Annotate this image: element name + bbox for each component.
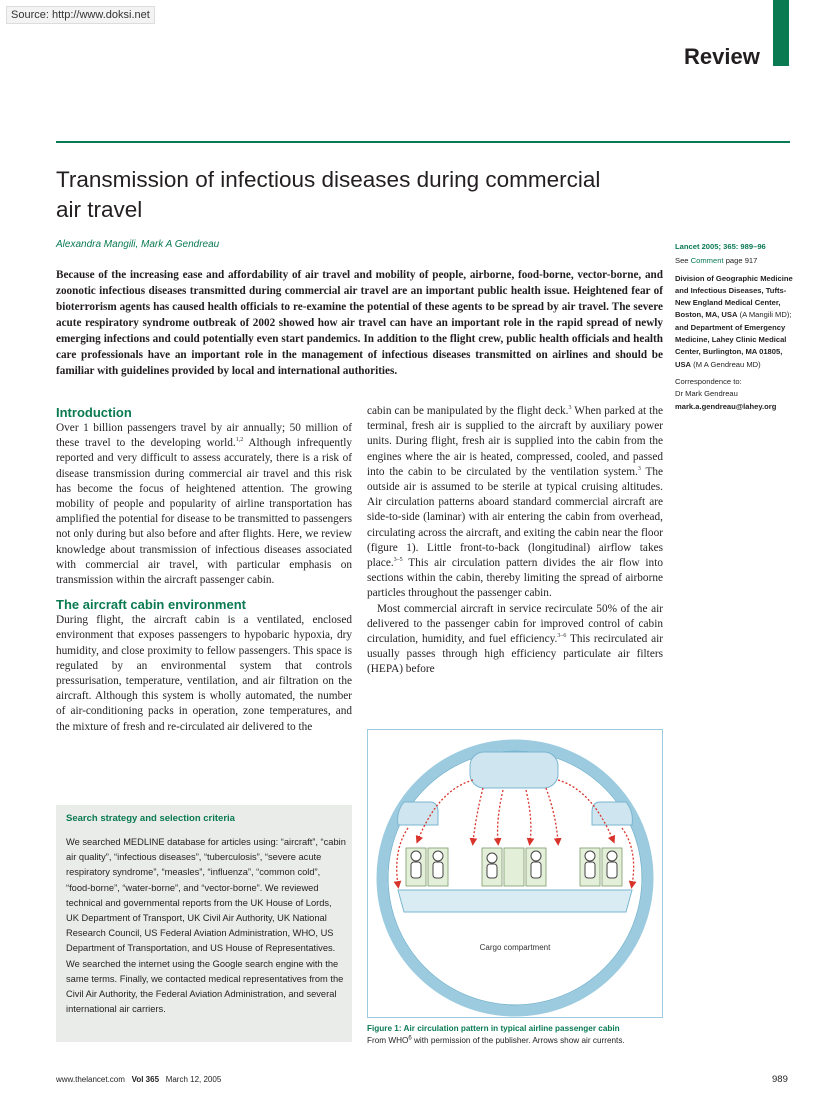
sidebar	[675, 241, 795, 413]
intro-paragraph: Over 1 billion passengers travel by air annually; 50 million of these travel to the developing world.$^{1,2}$ Although infrequently reported and very difficult to assess accurately, there is a risk of disease transmission during commercial air travel and this risk has become the focus of heightened attention. The growing mobility of people and popularity of airline transportation has amplified the potential for disease to be transmitted to passengers not only during but also before and after flights. Here, we review knowledge about transmission of infectious diseases associated with commercial air travel, with particular emphasis on transmission within the aircraft passenger cabin.	[56, 422, 352, 587]
figure-caption	[367, 1023, 663, 1047]
header-rule	[56, 141, 790, 143]
authors: Alexandra Mangili, Mark A Gendreau	[56, 239, 220, 250]
figure-1	[367, 729, 663, 1018]
overhead-left-bin	[398, 802, 438, 825]
affiliations: Division of Geographic Medicine and Infectious Diseases, Tufts-New England Medical Center, Boston, MA, USA (A Mangili MD); and Department of Emergency Medicine, Lahey Clinic Medical Center, Burlington, MA 01805, USA (M A Gendreau MD)	[675, 273, 793, 369]
caption-title: Figure 1: Air circulation pattern in typical airline passenger cabin	[367, 1024, 620, 1033]
see-comment: See Comment page 917	[675, 256, 758, 266]
caption-credit: From WHO$^6$ with permission of the publisher. Arrows show air currents.	[367, 1035, 625, 1045]
overhead-right-bin	[592, 802, 632, 825]
search-strategy-title: Search strategy and selection criteria	[66, 813, 235, 824]
abstract: Because of the increasing ease and affordability of air travel and mobility of people, airborne, food-borne, vector-borne, and zoonotic infectious diseases transmitted during commercial air travel are an important public health issue. Heightened fear of bioterrorism agents has caused health officials to re-examine the potential of these agents to be spread by air travel. The severe acute respiratory syndrome outbreak of 2002 showed how air travel can have an important role in the rapid spread of newly emerging infections and could potentially even start pandemics. In addition to the flight crew, public health officials and health care professionals have an important role in the management of infectious diseases transmitted on airlines and should be familiar with guidelines provided by local and international authorities.	[56, 269, 663, 377]
title-line-1: Transmission of infectious diseases during commercial	[56, 167, 601, 192]
page-number: 989	[772, 1074, 788, 1085]
footer	[56, 1075, 221, 1084]
correspondence-email[interactable]: mark.a.gendreau@lahey.org	[675, 401, 777, 411]
footer-volume: Vol 365	[131, 1075, 160, 1084]
intro-heading: Introduction	[56, 405, 132, 420]
col2-paragraph-2: Most commercial aircraft in service recirculate 50% of the air delivered to the passenger cabin for improved control of cabin circulation, humidity, and fuel efficiency.$^{3-6}$ This recirculated air usually passes through high efficiency particulate air filters (HEPA) before	[367, 602, 663, 676]
section-label: Review	[684, 44, 760, 69]
correspondence: Correspondence to: Dr Mark Gendreau mark.a.gendreau@lahey.org	[675, 376, 795, 413]
column-2	[367, 404, 663, 678]
source-label: Source: http://www.doksi.net	[6, 6, 155, 24]
title-line-2: air travel	[56, 197, 143, 222]
citation: Lancet 2005; 365: 989–96	[675, 242, 766, 251]
overhead-center-bin	[470, 752, 558, 788]
cabin-diagram	[368, 730, 662, 1017]
section-color-bar	[773, 0, 789, 66]
column-1	[56, 404, 352, 735]
footer-site[interactable]: www.thelancet.com	[56, 1075, 125, 1084]
cabin-heading: The aircraft cabin environment	[56, 597, 246, 613]
col2-paragraph-1: cabin can be manipulated by the flight deck.$^3$ When parked at the terminal, fresh air is supplied to the aircraft by auxiliary power units. During flight, fresh air is supplied into the cabin from the engines where the air is heated, compressed, cooled, and passed into the cabin to be circulated by the ventilation system.$^3$ The outside air is assumed to be sterile at typical cruising altitudes. Air circulation patterns aboard standard commercial aircraft are side-to-side (laminar) with air entering the cabin from overhead, circulating across the aircraft, and exiting the cabin near the floor (figure 1). Little front-to-back (longitudinal) airflow takes place.$^{3-5}$ This air circulation pattern divides the air flow into sections within the cabin, thereby limiting the spread of airborne particles throughout the passenger cabin.	[367, 405, 664, 600]
comment-link[interactable]: Comment	[690, 256, 724, 266]
cabin-floor	[398, 890, 632, 912]
search-strategy-text: We searched MEDLINE database for articles using: “aircraft”, “cabin air quality”, “infectious diseases”, “tuberculosis”, “severe acute respiratory syndrome”, “measles”, “influenza”, “common cold”, “food-borne”, “water-borne”, and “vector-borne”. We reviewed technical and governmental reports from the UK House of Lords, UK Department of Transport, UK Civil Air Authority, UK National Research Council, US Federal Aviation Administration, WHO, US Department of Transportation, and US House of Representatives. We searched the internet using the Google search engine with the same terms. Finally, we contacted medical representatives from the Civil Air Authority, the Federal Aviation Administration, and several international air carriers.	[66, 837, 346, 1015]
cargo-label: Cargo compartment	[479, 943, 551, 952]
footer-date: March 12, 2005	[165, 1075, 222, 1084]
article-title	[56, 165, 656, 225]
cabin-paragraph: During flight, the aircraft cabin is a ventilated, enclosed environment that exposes passengers to hypobaric hypoxia, dry humidity, and close proximity to fellow passengers. This space is regulated by an environmental system that controls pressurisation, temperature, ventilation, and air filtration on the aircraft. Although this system is wholly automated, the number of air-conditioning packs in operation, zone temperatures, and the mixture of fresh and re-circulated air delivered to the	[56, 614, 352, 733]
